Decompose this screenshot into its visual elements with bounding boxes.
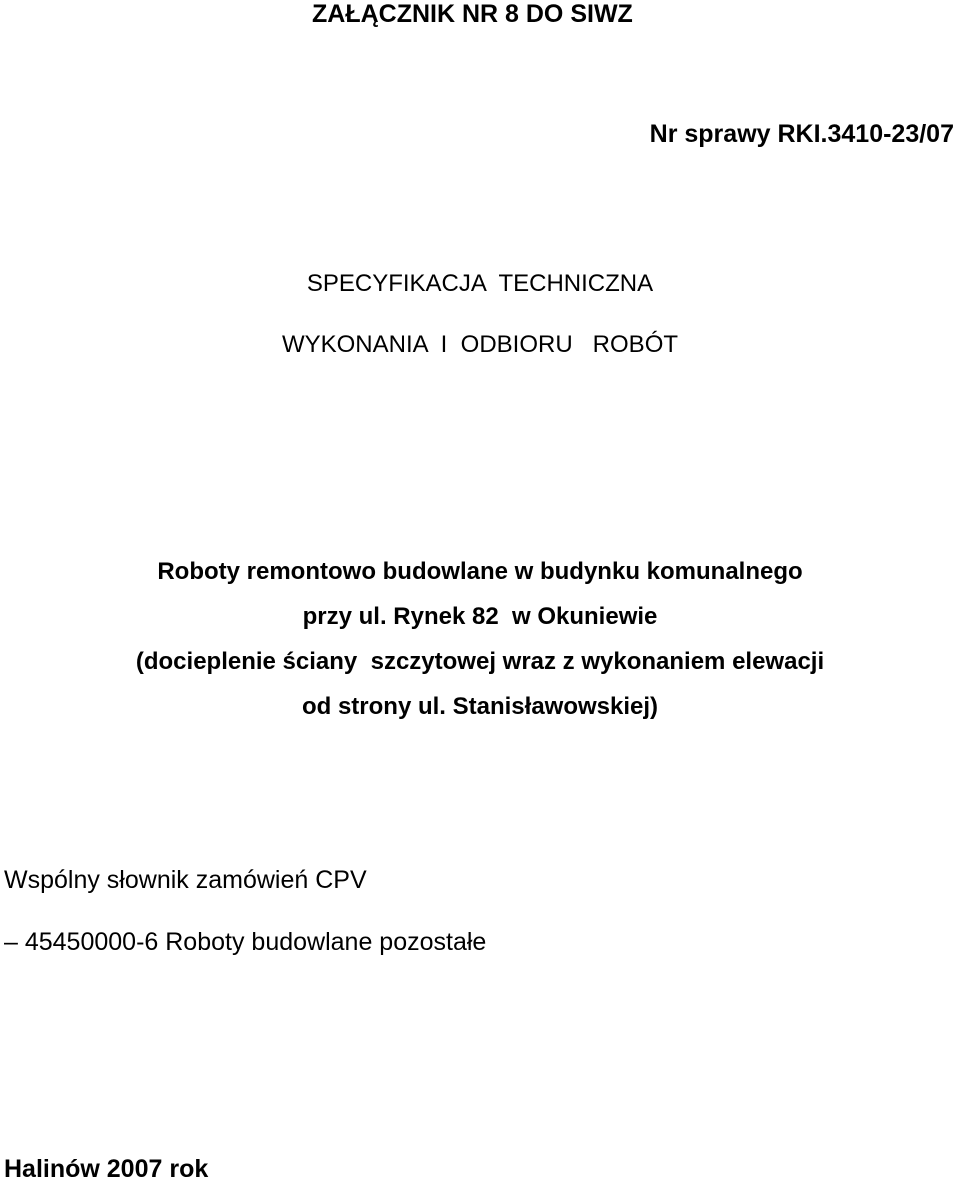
place-and-year: Halinów 2007 rok xyxy=(4,1155,209,1183)
spec-title-line-1: SPECYFIKACJA TECHNICZNA xyxy=(306,270,654,297)
cpv-heading: Wspólny słownik zamówień CPV xyxy=(4,866,367,894)
description-line-2: przy ul. Rynek 82 w Okuniewie xyxy=(302,603,658,630)
description-line-1: Roboty remontowo budowlane w budynku komunalnego xyxy=(157,558,803,585)
cpv-entry: – 45450000-6 Roboty budowlane pozostałe xyxy=(4,928,487,956)
case-number: Nr sprawy RKI.3410-23/07 xyxy=(649,120,954,148)
description-line-4: od strony ul. Stanisławowskiej) xyxy=(301,693,659,720)
spec-title-line-2: WYKONANIA I ODBIORU ROBÓT xyxy=(281,331,679,358)
description-line-3: (docieplenie ściany szczytowej wraz z wykonaniem elewacji xyxy=(135,648,825,675)
annex-label: ZAŁĄCZNIK NR 8 DO SIWZ xyxy=(312,0,633,28)
